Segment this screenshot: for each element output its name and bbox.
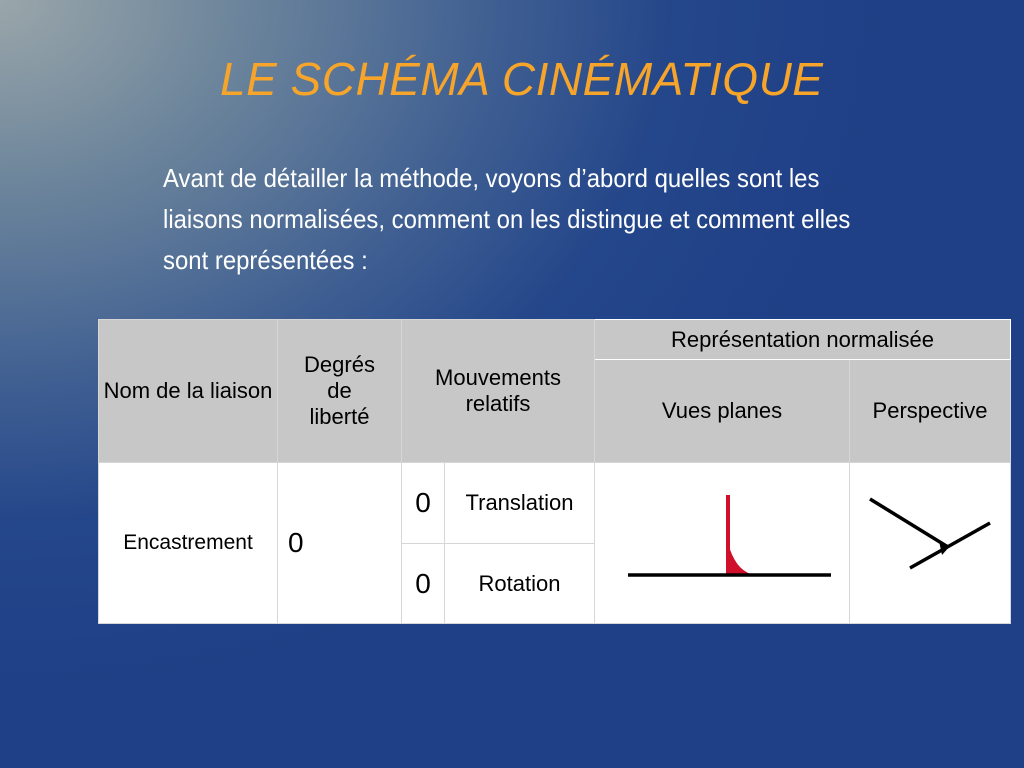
cell-translation-label: Translation	[445, 463, 595, 544]
slide-title: LE SCHÉMA CINÉMATIQUE	[220, 53, 824, 105]
header-perspective: Perspective	[850, 360, 1011, 463]
cell-degres-liberte: 0	[278, 463, 402, 624]
cell-rotation-count: 0	[402, 544, 445, 624]
header-nom-de-la-liaison: Nom de la liaison	[99, 320, 278, 463]
header-representation-normalisee: Représentation normalisée	[595, 320, 1011, 360]
header-mouvements-relatifs: Mouvements relatifs	[402, 320, 595, 463]
intro-text: Avant de détailler la méthode, voyons d’abord quelles sont les liaisons normalisées, comment on les distingue et comment elles sont représentées :	[163, 163, 851, 275]
cell-translation-count: 0	[402, 463, 445, 544]
liaisons-table	[98, 319, 1011, 624]
cell-nom-encastrement: Encastrement	[99, 463, 278, 624]
header-degres-de-liberte: Degrés de liberté	[278, 320, 402, 463]
encastrement-perspective-symbol-icon	[850, 463, 1011, 623]
cell-rotation-label: Rotation	[445, 544, 595, 624]
header-vues-planes: Vues planes	[595, 360, 850, 463]
encastrement-plane-symbol-icon	[595, 463, 850, 623]
cell-vue-plane-symbol	[595, 463, 850, 624]
cell-perspective-symbol	[850, 463, 1011, 624]
